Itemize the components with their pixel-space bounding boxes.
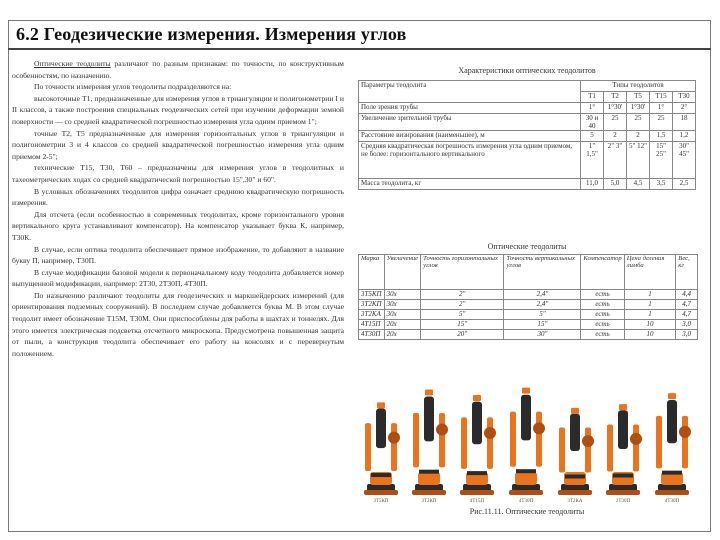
- theodolite-image: 4Т15П: [454, 386, 500, 504]
- table1-model: Т2: [604, 92, 627, 103]
- theodolite-image: 4Т30П: [648, 384, 696, 504]
- theodolite-image: 2Т30П: [600, 396, 646, 504]
- table-row: Масса теодолита, кг 11,0 5,0 4,5 3,5 2,5: [359, 179, 696, 190]
- table1-caption: Характеристики оптических теодолитов: [458, 66, 596, 75]
- paragraph-7: Для отсчета (если особенностью в современных теодолитах, кроме горизонтального уровня вертикального круга устанавливают компенсатор). На компенсатор указывает буква К, например, Т30К.: [12, 209, 344, 242]
- paragraph-5: технические Т15, Т30, Т60 – предназначены для измерения углов в теодолитных и тахеометрических ходах со средней квадратической погрешностью 15",30" и 60".: [12, 163, 344, 184]
- figure-caption: Рис.11.11. Оптические теодолиты: [469, 507, 585, 516]
- theodolite-image: 3Т2КА: [552, 400, 598, 504]
- table-row: 4Т30П 20х 20" 30" есть 10 3,0: [359, 330, 698, 340]
- theodolite-image: 4Т30П: [502, 378, 550, 504]
- paragraph-10: По назначению различают теодолиты для геодезических и маркшейдерских измерений (для ориентирования подземных сооружений). В последнем случае добавляется буква М. В этом случае теодолит имеет обозначение Т15М, Т30М. Они приспособлены для работы в шахтах и тоннелях. Для этого имеется электрическая подсветка отсчетного микроскопа. Предусмотрена повышенная защита от пыли, а конструкция теодолита обеспечивает его работу на консолях и с перевернутым положением.: [12, 290, 344, 358]
- table-row: Расстояние визирования (наименьшее), м 5 2 2 1,5 1,2: [359, 131, 696, 142]
- paragraph-3: высокоточные Т1, предназначенные для измерения углов в триангуляции и полигонометрии I и II классов, а также построения специальных геодезических сетей при изучении деформации земной поверхности — со средней квадратической погрешностью измерения угла одним приемом 1";: [12, 93, 344, 126]
- paragraph-6: В условных обозначениях теодолитов цифра означает среднюю квадратическую погрешность измерения.: [12, 186, 344, 208]
- table-row: 3Т2КП 30х 2" 2,4" есть 1 4,7: [359, 300, 698, 310]
- paragraph-2: По точности измерения углов теодолиты подразделяются на:: [34, 82, 232, 92]
- table1-model: Т1: [581, 92, 604, 103]
- slide-title: 6.2 Геодезические измерения. Измерения углов: [16, 24, 407, 44]
- table1-model: Т30: [673, 92, 696, 103]
- table-row: Поле зрения трубы 1° 1°30' 1°30' 1° 2°: [359, 103, 696, 114]
- paragraph-4: точные Т2, Т5 предназначенные для измерения горизонтальных углов в триангуляции и полигонометрии 3 и 4 классов со средней квадратической погрешностью измерения угла одним приемом 2-5";: [12, 128, 344, 161]
- table1-header-group: Типы теодолитов: [581, 81, 696, 92]
- document-text: [12, 58, 344, 524]
- table-row: 3Т2КА 30х 5" 5" есть 1 4,7: [359, 310, 698, 320]
- paragraph-9: В случае модификации базовой модели к первоначальному коду теодолита добавляется номер выпущенной модификации, например: 2Т30, 2Т30П, 4Т30П.: [12, 267, 344, 289]
- theodolite-image: 3Т5КП: [358, 394, 404, 504]
- theodolite-characteristics-table: [358, 80, 696, 190]
- table2-caption: Оптические теодолиты: [487, 242, 567, 251]
- optical-theodolites-table: Марка Увеличение Точность горизонтальных углов Точность вертикальных углов Компенсатор Цена деления лимба Вес, кг 3Т5КП 30х 2" 2,4" есть 1 4,4 3Т2КП 30х 2" 2,4" есть 1 4,7 3Т2КА 30х 5" 5" есть 1 4,7 4Т15П 20х 15" 15" есть 10 3,0 4Т30П 20х 20" 30" есть 10 3,0: [358, 254, 698, 340]
- term-optical-theodolites: Оптические теодолиты: [34, 59, 111, 68]
- table-row: 4Т15П 20х 15" 15" есть 10 3,0: [359, 320, 698, 330]
- paragraph-8: В случае, если оптика теодолита обеспечивает прямое изображение, то добавляют в название букву П, например, Т30П.: [12, 244, 344, 266]
- table-row: 3Т5КП 30х 2" 2,4" есть 1 4,4: [359, 290, 698, 300]
- table-row: Средняя квадратическая погрешность измерения угла одним приемом, не более: горизонтального вертикального 1" 1,5" 2" 3" 5" 12" 15" 25" 30" 45": [359, 142, 696, 179]
- theodolite-image: 3Т2КП: [406, 380, 452, 504]
- table1-model: Т5: [627, 92, 650, 103]
- table1-model: Т15: [650, 92, 673, 103]
- right-column: [352, 58, 702, 524]
- paragraph-1: Оптические теодолиты различают по разным признакам: по точности, по конструктивным особенностям, по назначению.: [12, 59, 344, 80]
- table1-header-param: Параметры теодолита: [359, 81, 581, 103]
- table-row: Увеличение зрительной трубы 30 и 40 25 25 25 18: [359, 114, 696, 131]
- theodolite-photos: [358, 376, 698, 504]
